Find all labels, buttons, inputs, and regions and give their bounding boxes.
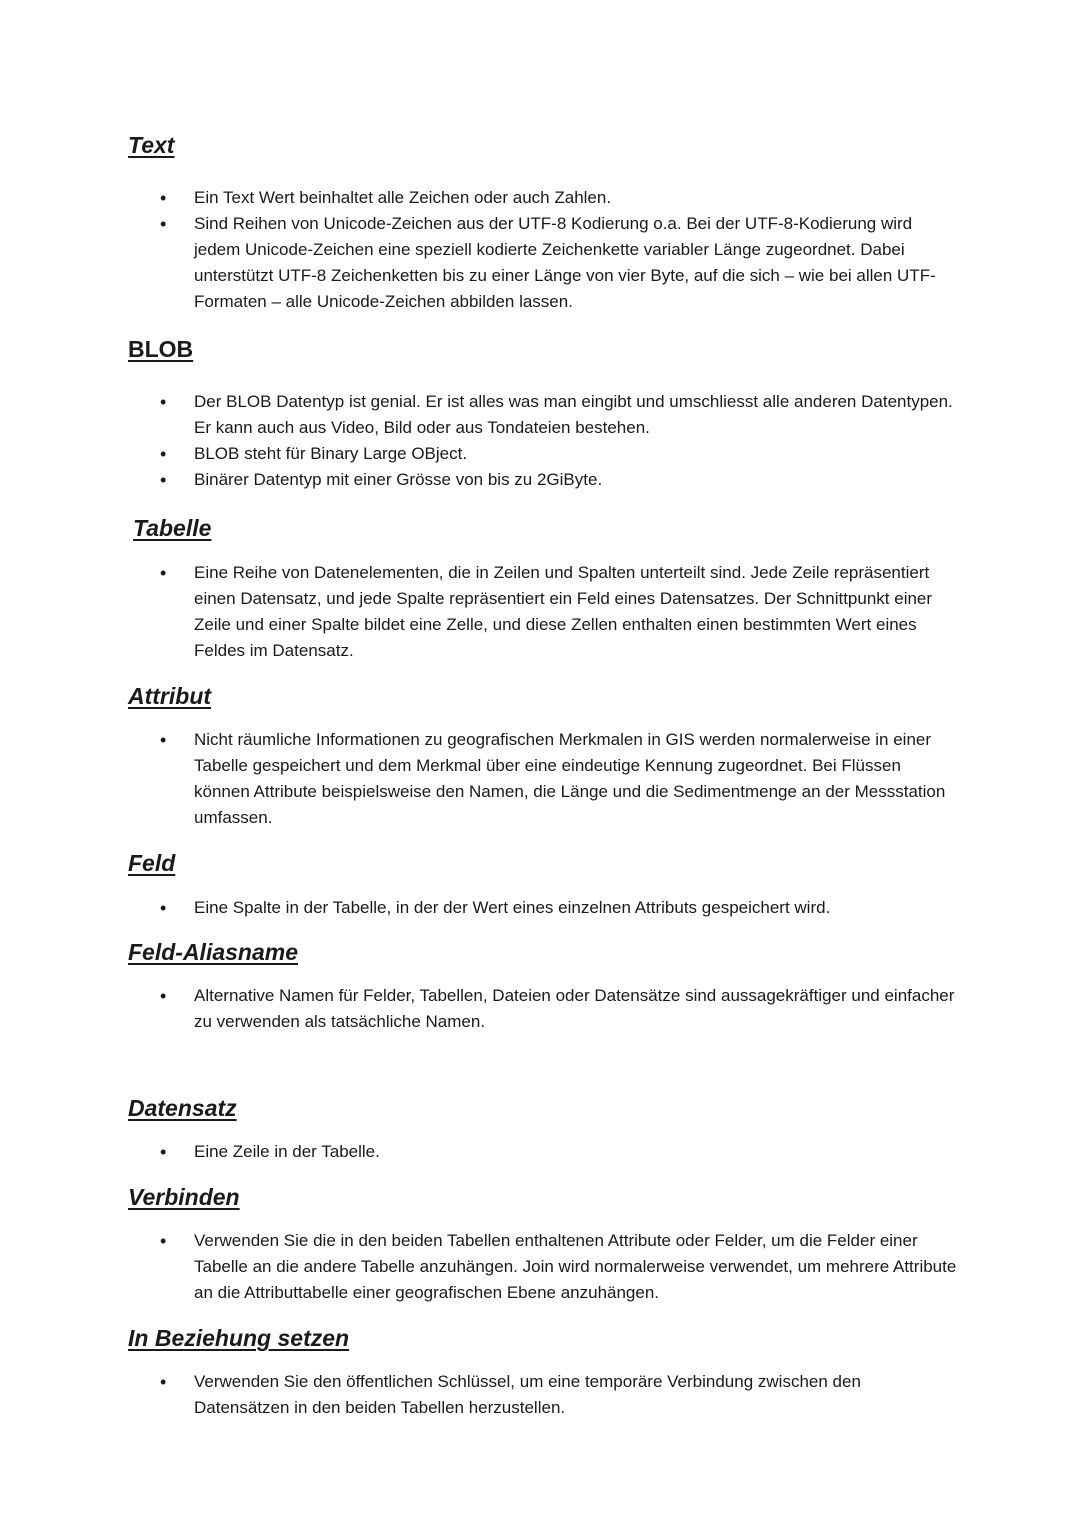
list-item: • Alternative Namen für Felder, Tabellen, Dateien oder Datensätze sind aussagekräftiger und einfacher zu verwenden als tatsächliche Namen. bbox=[160, 983, 960, 1035]
list-text bbox=[160, 185, 960, 315]
list-datensatz bbox=[160, 1139, 960, 1165]
list-item: • Ein Text Wert beinhaltet alle Zeichen oder auch Zahlen. bbox=[160, 185, 960, 211]
list-item: • Der BLOB Datentyp ist genial. Er ist alles was man eingibt und umschliesst alle anderen Datentypen. Er kann auch aus Video, Bild oder aus Tondateien bestehen. bbox=[160, 389, 960, 441]
list-item: • Sind Reihen von Unicode-Zeichen aus der UTF-8 Kodierung o.a. Bei der UTF-8-Kodierung wird jedem Unicode-Zeichen eine speziell kodierte Zeichenkette variabler Länge zugeordnet. Dabei unterstützt UTF-8 Zeichenketten bis zu einer Länge von vier Byte, auf die sich – wie bei allen UTF-Formaten – alle Unicode-Zeichen abbilden lassen. bbox=[160, 211, 960, 315]
heading-in-beziehung-setzen: In Beziehung setzen bbox=[128, 1325, 350, 1351]
list-blob bbox=[160, 389, 960, 493]
heading-attribut: Attribut bbox=[128, 683, 212, 709]
heading-datensatz: Datensatz bbox=[128, 1095, 237, 1121]
list-item: • Eine Zeile in der Tabelle. bbox=[160, 1139, 960, 1165]
heading-text: Text bbox=[128, 132, 175, 158]
list-verbinden bbox=[160, 1228, 960, 1306]
list-in-beziehung-setzen bbox=[160, 1369, 960, 1421]
list-item: • Nicht räumliche Informationen zu geografischen Merkmalen in GIS werden normalerweise in einer Tabelle gespeichert und dem Merkmal über eine eindeutige Kennung zugeordnet. Bei Flüssen können Attribute beispielsweise den Namen, die Länge und die Sedimentmenge an der Messstation umfassen. bbox=[160, 727, 960, 831]
list-item: • Binärer Datentyp mit einer Grösse von bis zu 2GiByte. bbox=[160, 467, 960, 493]
list-item: • Verwenden Sie die in den beiden Tabellen enthaltenen Attribute oder Felder, um die Felder einer Tabelle an die andere Tabelle anzuhängen. Join wird normalerweise verwendet, um mehrere Attribute an die Attributtabelle einer geografischen Ebene anzuhängen. bbox=[160, 1228, 960, 1306]
heading-feld-aliasname: Feld-Aliasname bbox=[128, 939, 298, 965]
list-item: • Eine Spalte in der Tabelle, in der der Wert eines einzelnen Attributs gespeichert wird. bbox=[160, 895, 960, 921]
list-item: • Eine Reihe von Datenelementen, die in Zeilen und Spalten unterteilt sind. Jede Zeile repräsentiert einen Datensatz, und jede Spalte repräsentiert ein Feld eines Datensatzes. Der Schnittpunkt einer Zeile und einer Spalte bildet eine Zelle, und diese Zellen enthalten einen bestimmten Wert eines Feldes im Datensatz. bbox=[160, 560, 960, 664]
list-feld-aliasname bbox=[160, 983, 960, 1035]
heading-feld: Feld bbox=[128, 850, 176, 876]
heading-tabelle: Tabelle bbox=[133, 515, 212, 541]
list-tabelle bbox=[160, 560, 960, 664]
list-item: • Verwenden Sie den öffentlichen Schlüssel, um eine temporäre Verbindung zwischen den Datensätzen in den beiden Tabellen herzustellen. bbox=[160, 1369, 960, 1421]
heading-verbinden: Verbinden bbox=[128, 1184, 240, 1210]
list-attribut bbox=[160, 727, 960, 831]
list-item: • BLOB steht für Binary Large OBject. bbox=[160, 441, 960, 467]
list-feld bbox=[160, 895, 960, 921]
heading-blob: BLOB bbox=[128, 336, 194, 362]
